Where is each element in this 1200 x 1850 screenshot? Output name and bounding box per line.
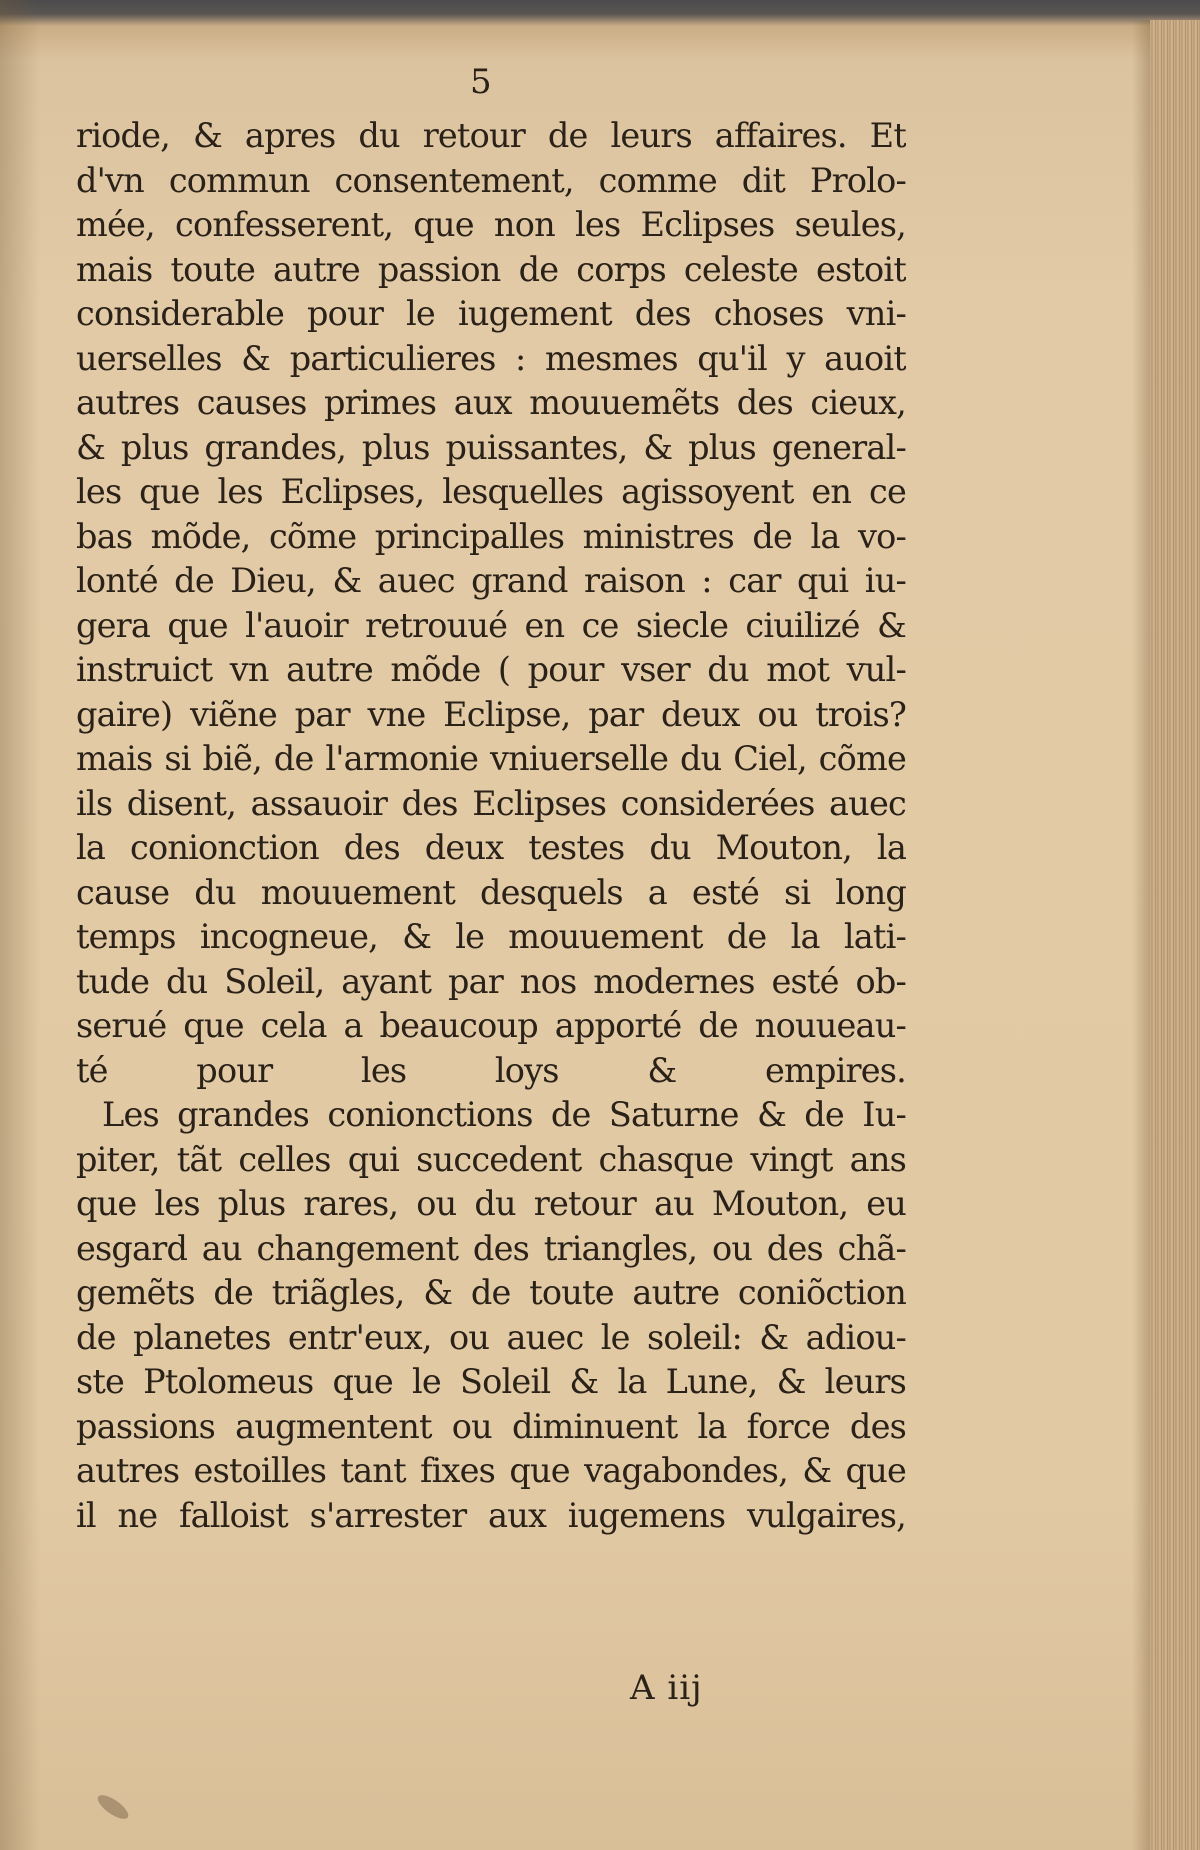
text-line: cause du mouuement desquels a esté si long [76, 872, 906, 912]
text-line: serué que cela a beaucoup apporté de nouueau- [76, 1006, 906, 1045]
text-line: instruict vn autre mõde ( pour vser du mot vul- [76, 650, 906, 689]
text-line: lonté de Dieu, & auec grand raison : car qui iu- [76, 561, 906, 600]
text-line: d'vn commun consentement, comme dit Prolo- [76, 160, 906, 200]
text-line: passions augmentent ou diminuent la force des [76, 1406, 906, 1446]
text-line: mais toute autre passion de corps celeste estoit [76, 249, 906, 289]
text-line: & plus grandes, plus puissantes, & plus general- [76, 427, 906, 467]
text-line: tude du Soleil, ayant par nos modernes esté ob- [76, 961, 906, 1001]
text-line: temps incogneue, & le mouuement de la lati- [76, 917, 906, 956]
text-line: ste Ptolomeus que le Soleil & la Lune, & leurs [76, 1362, 906, 1401]
text-line: ils disent, assauoir des Eclipses considerées auec [76, 783, 906, 823]
text-line: autres estoilles tant fixes que vagabondes, & que [76, 1451, 906, 1490]
text-line: bas mõde, cõme principalles ministres de la vo- [76, 516, 906, 556]
ink-smudge [94, 1791, 132, 1823]
text-line: esgard au changement des triangles, ou des chã- [76, 1228, 906, 1268]
text-line: mée, confesserent, que non les Eclipses seules, [76, 205, 906, 244]
text-line: de planetes entr'eux, ou auec le soleil: & adiou- [76, 1317, 906, 1357]
text-line: riode, & apres du retour de leurs affaires. Et [76, 116, 906, 155]
text-line: autres causes primes aux mouuemẽts des cieux, [76, 383, 906, 422]
text-line: considerable pour le iugement des choses vni- [76, 294, 906, 333]
text-line: la conionction des deux testes du Mouton, la [76, 828, 906, 867]
text-line: il ne falloist s'arrester aux iugemens vulgaires, [76, 1495, 906, 1535]
text-line: gemẽts de triãgles, & de toute autre coniõction [76, 1273, 906, 1312]
text-line: piter, tãt celles qui succedent chasque vingt ans [76, 1139, 906, 1179]
text-line: té pour les loys & empires. [76, 1050, 906, 1090]
body-text [76, 114, 906, 1538]
signature-mark: A iij [630, 1668, 703, 1708]
page-number: 5 [470, 62, 492, 102]
text-line: gaire) viẽne par vne Eclipse, par deux ou trois? [76, 694, 906, 734]
text-line: que les plus rares, ou du retour au Mouton, eu [76, 1184, 906, 1223]
text-line: uerselles & particulieres : mesmes qu'il y auoit [76, 338, 906, 378]
text-line: Les grandes conionctions de Saturne & de Iu- [102, 1095, 906, 1134]
text-line: mais si biẽ, de l'armonie vniuerselle du Ciel, cõme [76, 739, 906, 778]
text-line: les que les Eclipses, lesquelles agissoyent en ce [76, 472, 906, 511]
text-line: gera que l'auoir retrouué en ce siecle ciuilizé & [76, 605, 906, 645]
